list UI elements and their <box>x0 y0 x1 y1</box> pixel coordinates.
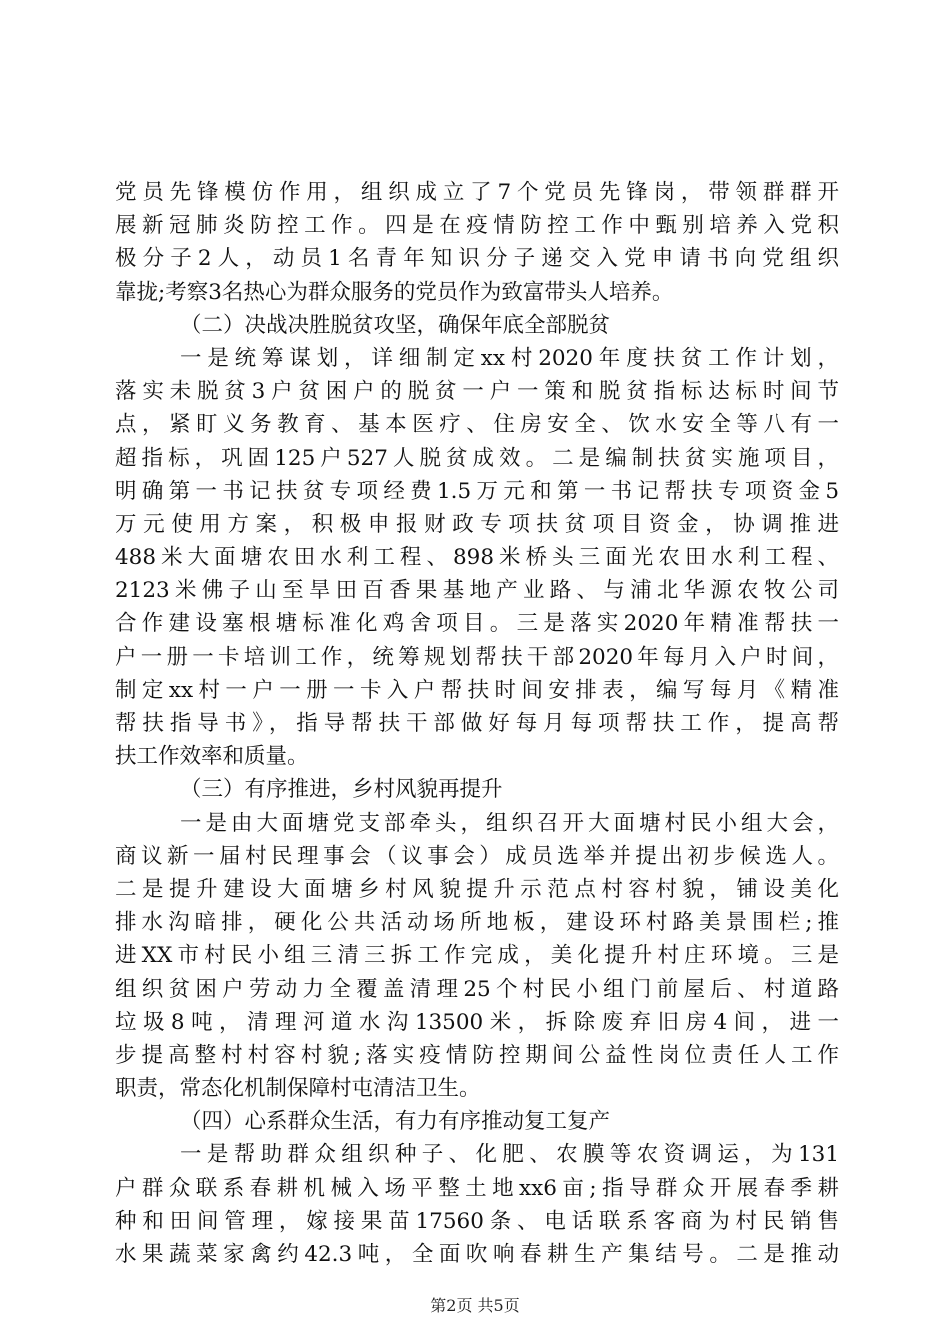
document-body <box>115 176 839 1271</box>
text-line: 二是提升建设大面塘乡村风貌提升示范点村容村貌，铺设美化 <box>115 876 839 902</box>
text-line: 步提高整村村容村貌;落实疫情防控期间公益性岗位责任人工作 <box>115 1042 839 1068</box>
text-line: 帮扶指导书》，指导帮扶干部做好每月每项帮扶工作，提高帮 <box>115 711 839 736</box>
text-line: 垃圾8吨，清理河道水沟13500米，拆除废弃旧房4间，进一 <box>115 1009 839 1035</box>
text-line: （二）决战决胜脱贫攻坚，确保年底全部脱贫 <box>180 312 611 338</box>
text-line: 合作建设塞根塘标准化鸡舍项目。三是落实2020年精准帮扶一 <box>115 611 839 637</box>
text-line: 排水沟暗排，硬化公共活动场所地板，建设环村路美景围栏;推 <box>115 910 839 936</box>
text-line: 党员先锋模仿作用，组织成立了7个党员先锋岗，带领群群开 <box>115 180 839 205</box>
text-line: 商议新一届村民理事会（议事会）成员选举并提出初步候选人。 <box>115 843 839 869</box>
page-footer <box>0 1296 950 1316</box>
text-line: 明确第一书记扶贫专项经费1.5万元和第一书记帮扶专项资金5 <box>115 478 839 504</box>
text-line: 极分子2人，动员1名青年知识分子递交入党申请书向党组织 <box>115 246 839 272</box>
text-line: 靠拢;考察3名热心为群众服务的党员作为致富带头人培养。 <box>115 279 674 305</box>
text-line: （四）心系群众生活，有力有序推动复工复产 <box>180 1109 611 1135</box>
text-line: （三）有序推进，乡村风貌再提升 <box>180 777 503 803</box>
text-line: 超指标，巩固125户527人脱贫成效。二是编制扶贫实施项目， <box>115 445 839 471</box>
text-line: 点，紧盯义务教育、基本医疗、住房安全、饮水安全等八有一 <box>115 412 839 438</box>
text-line: 展新冠肺炎防控工作。四是在疫情防控工作中甄别培养入党积 <box>115 213 839 239</box>
text-line: 488米大面塘农田水利工程、898米桥头三面光农田水利工程、 <box>115 545 839 571</box>
text-line: 制定xx村一户一册一卡入户帮扶时间安排表，编写每月《精准 <box>115 677 839 703</box>
text-line: 水果蔬菜家禽约42.3吨，全面吹响春耕生产集结号。二是推动 <box>115 1242 839 1267</box>
page-number: 第2页 共5页 <box>430 1296 520 1315</box>
text-line: 进XX市村民小组三清三拆工作完成，美化提升村庄环境。三是 <box>115 943 839 969</box>
text-line: 一是帮助群众组织种子、化肥、农膜等农资调运，为131 <box>180 1142 839 1168</box>
text-line: 落实未脱贫3户贫困户的脱贫一户一策和脱贫指标达标时间节 <box>115 379 839 405</box>
text-line: 一是由大面塘党支部牵头，组织召开大面塘村民小组大会， <box>180 810 839 836</box>
text-line: 户一册一卡培训工作，统筹规划帮扶干部2020年每月入户时间， <box>115 644 839 670</box>
text-line: 种和田间管理，嫁接果苗17560条、电话联系客商为村民销售 <box>115 1208 839 1234</box>
text-line: 万元使用方案，积极申报财政专项扶贫项目资金，协调推进 <box>115 511 839 537</box>
text-line: 2123米佛子山至旱田百香果基地产业路、与浦北华源农牧公司 <box>115 578 839 604</box>
text-line: 职责，常态化机制保障村屯清洁卫生。 <box>115 1076 481 1102</box>
text-line: 户群众联系春耕机械入场平整土地xx6亩;指导群众开展春季耕 <box>115 1175 839 1201</box>
text-line: 组织贫困户劳动力全覆盖清理25个村民小组门前屋后、村道路 <box>115 976 839 1002</box>
text-line: 一是统筹谋划，详细制定xx村2020年度扶贫工作计划， <box>180 345 839 371</box>
text-line: 扶工作效率和质量。 <box>115 744 309 770</box>
